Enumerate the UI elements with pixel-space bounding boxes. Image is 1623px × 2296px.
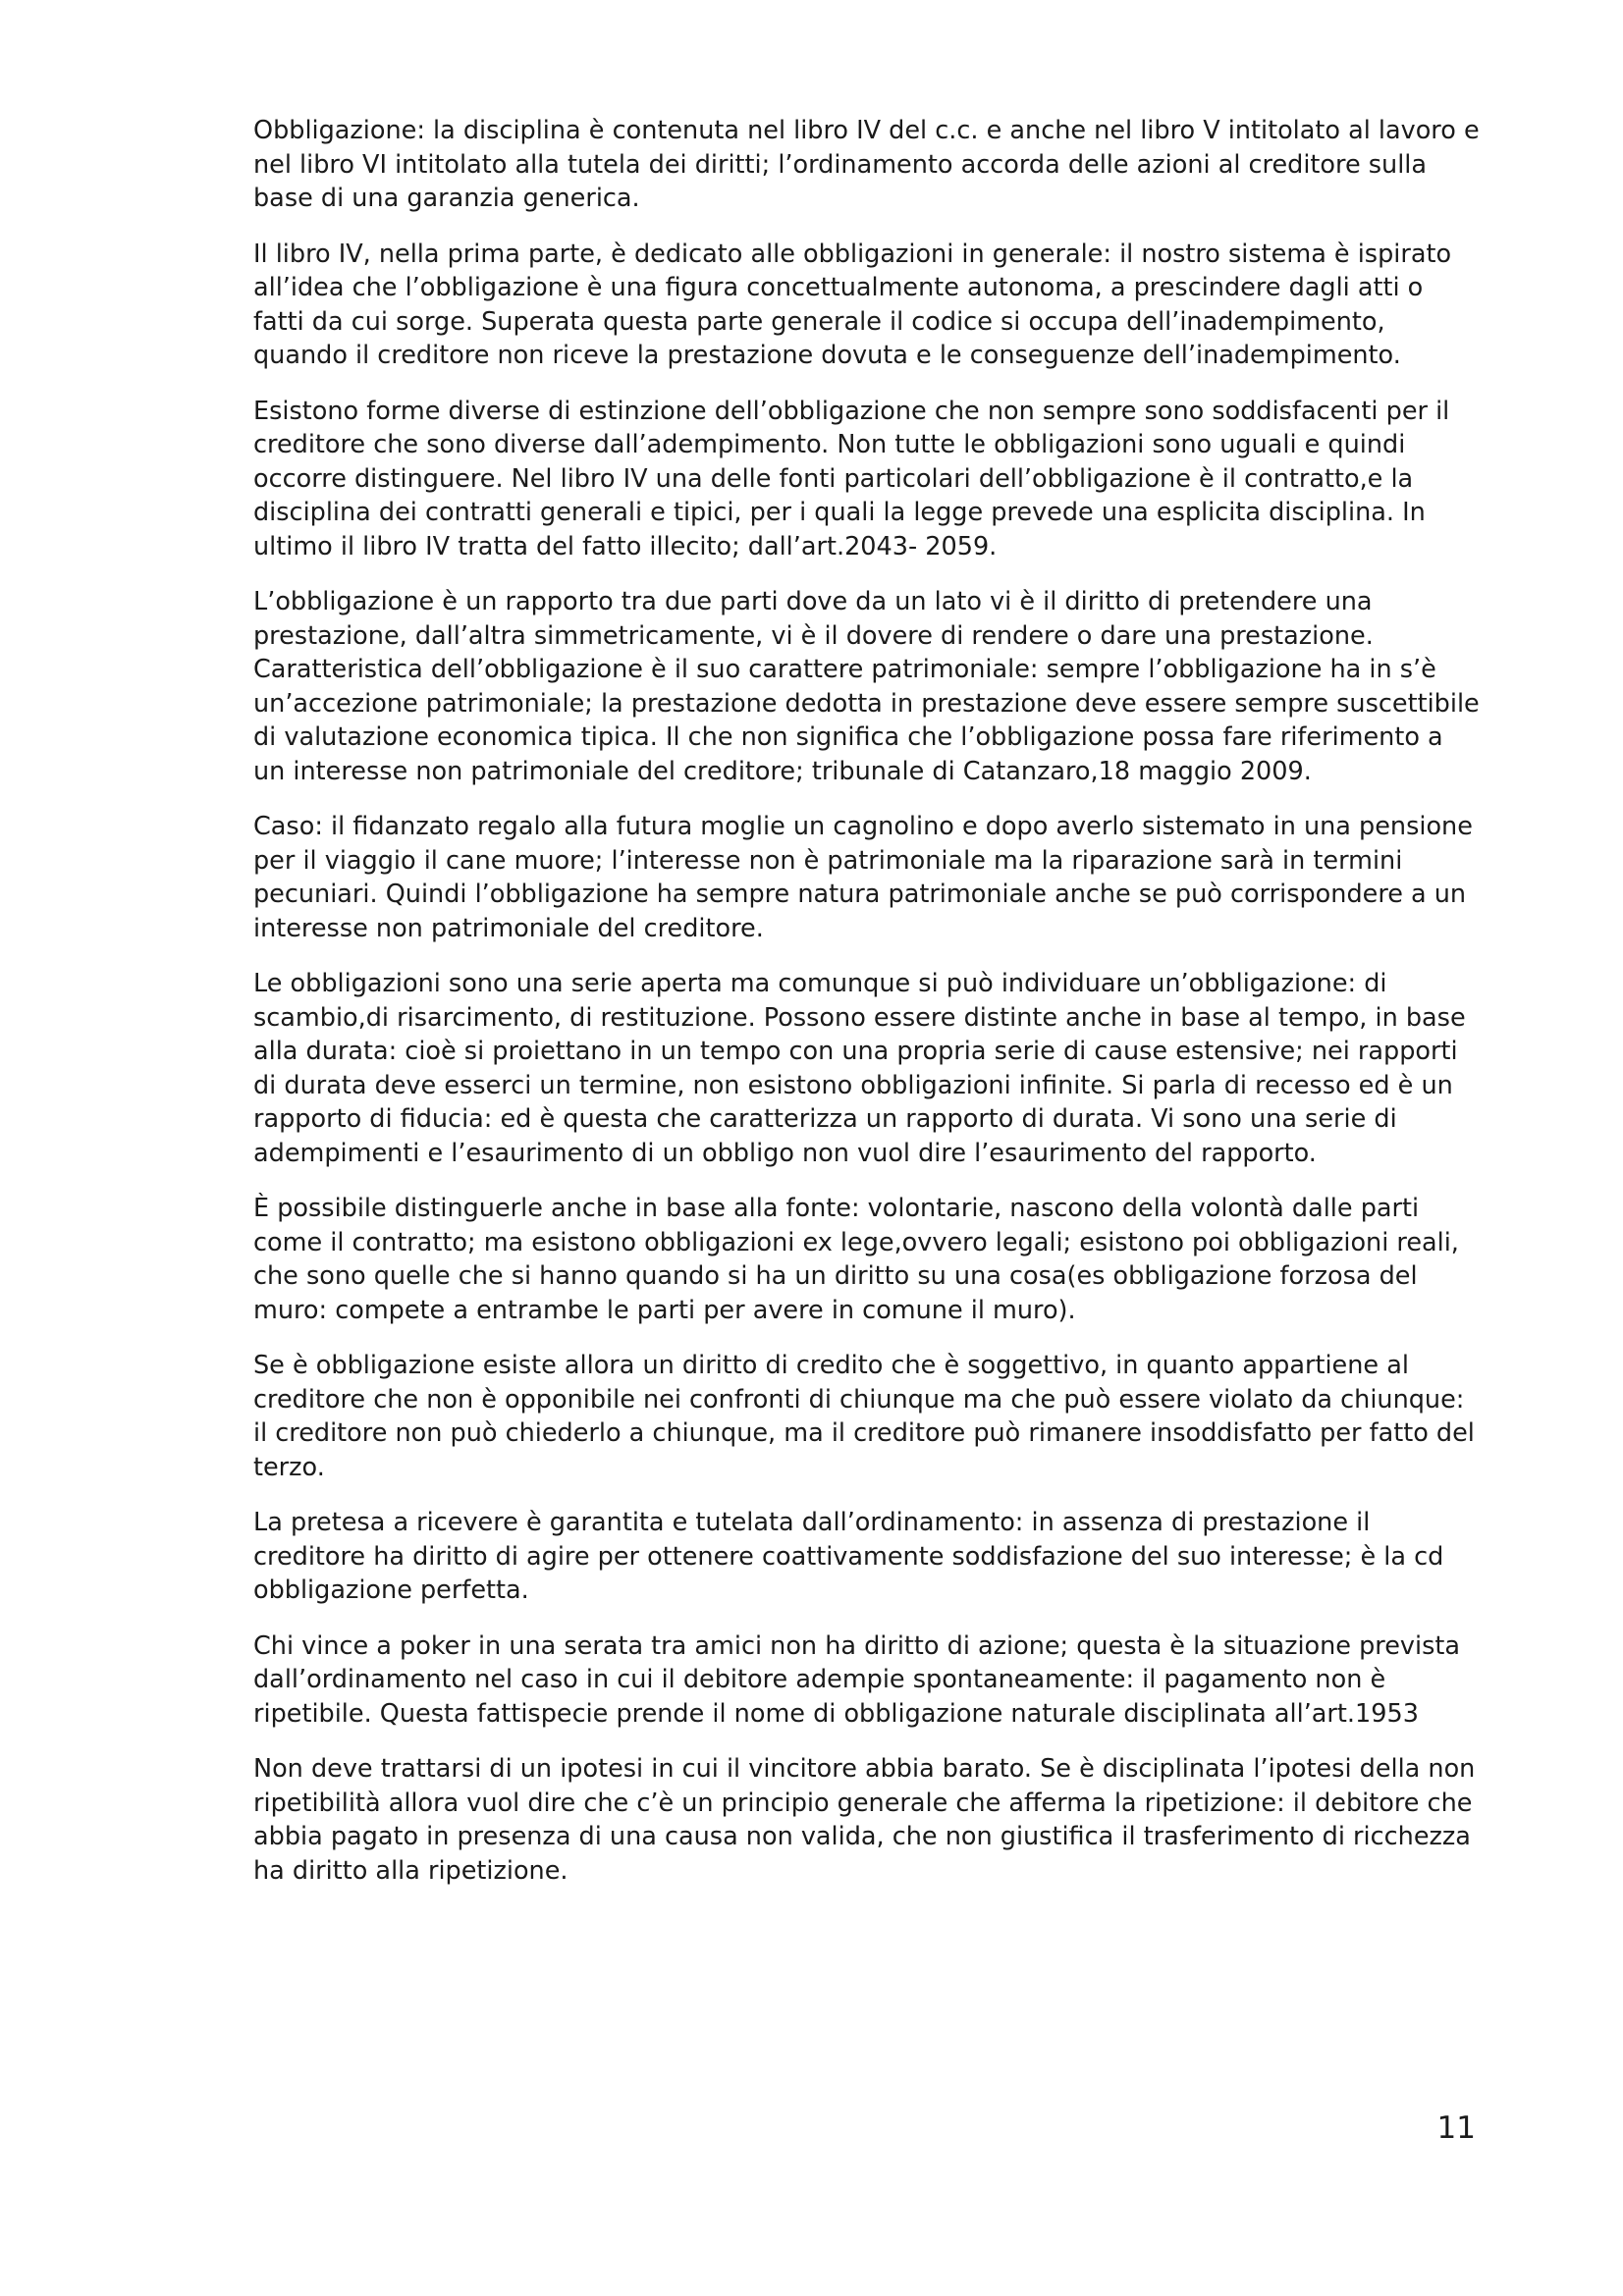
paragraph-obbligazione-naturale: Chi vince a poker in una serata tra amici non ha diritto di azione; questa è la situazione prevista dall’ordinamento nel caso in cui il debitore adempie spontaneamente: il pagamento non è ripetibile. Questa fattispecie prende il nome di obbligazione naturale disciplinata all’art.1953	[253, 1630, 1460, 1729]
paragraph-libro-iv: Il libro IV, nella prima parte, è dedicato alle obbligazioni in generale: il nostro sistema è ispirato all’idea che l’obbligazione è una figura concettualmente autonoma, a prescindere dagli atti o fatti da cui sorge. Superata questa parte generale il codice si occupa dell’inadempimento, quando il creditore non riceve la prestazione dovuta e le conseguenze dell’inadempimento.	[253, 239, 1452, 370]
paragraph-obbligazione-perfetta: La pretesa a ricevere è garantita e tutelata dall’ordinamento: in assenza di prestazione il creditore ha diritto di agire per ottenere coattivamente soddisfazione del suo interesse; è la cd obbligazione perfetta.	[253, 1508, 1444, 1605]
paragraph-rapporto-tra-parti: L’obbligazione è un rapporto tra due parti dove da un lato vi è il diritto di pretendere una prestazione, dall’altra simmetricamente, vi è il dovere di rendere o dare una prestazione. Caratteristica dell’obbligazione è il suo carattere patrimoniale: sempre l’obbligazione ha in s’è un’accezione patrimoniale; la prestazione dedotta in prestazione deve essere sempre suscettibile di valutazione economica tipica. Il che non significa che l’obbligazione possa fare riferimento a un interesse non patrimoniale del creditore; tribunale di Catanzaro,18 maggio 2009.	[253, 587, 1480, 786]
paragraph-obbligazione-disciplina: Obbligazione: la disciplina è contenuta nel libro IV del c.c. e anche nel libro V intitolato al lavoro e nel libro VI intitolato alla tutela dei diritti; l’ordinamento accorda delle azioni al creditore sulla base di una garanzia generica.	[253, 116, 1480, 213]
paragraph-estinzione: Esistono forme diverse di estinzione dell’obbligazione che non sempre sono soddisfacenti per il creditore che sono diverse dall’adempimento. Non tutte le obbligazioni sono uguali e quindi occorre distinguere. Nel libro IV una delle fonti particolari dell’obbligazione è il contratto,e la disciplina dei contratti generali e tipici, per i quali la legge prevede una esplicita disciplina. In ultimo il libro IV tratta del fatto illecito; dall’art.2043- 2059.	[253, 396, 1450, 561]
paragraph-serie-aperta: Le obbligazioni sono una serie aperta ma comunque si può individuare un’obbligazione: di scambio,di risarcimento, di restituzione. Possono essere distinte anche in base al tempo, in base alla durata: cioè si proiettano in un tempo con una propria serie di cause estensive; nei rapporti di durata deve esserci un termine, non esistono obbligazioni infinite. Si parla di recesso ed è un rapporto di fiducia: ed è questa che caratterizza un rapporto di durata. Vi sono una serie di adempimenti e l’esaurimento di un obbligo non vuol dire l’esaurimento del rapporto.	[253, 969, 1466, 1168]
page-number: 11	[1436, 2110, 1476, 2146]
body-text	[253, 114, 1481, 1909]
paragraph-diritto-di-credito: Se è obbligazione esiste allora un diritto di credito che è soggettivo, in quanto appartiene al creditore che non è opponibile nei confronti di chiunque ma che può essere violato da chiunque: il creditore non può chiederlo a chiunque, ma il creditore può rimanere insoddisfatto per fatto del terzo.	[253, 1351, 1475, 1482]
paragraph-ripetizione: Non deve trattarsi di un ipotesi in cui il vincitore abbia barato. Se è disciplinata l’ipotesi della non ripetibilità allora vuol dire che c’è un principio generale che afferma la ripetizione: il debitore che abbia pagato in presenza di una causa non valida, che non giustifica il trasferimento di ricchezza ha diritto alla ripetizione.	[253, 1754, 1476, 1886]
paragraph-caso-cagnolino: Caso: il fidanzato regalo alla futura moglie un cagnolino e dopo averlo sistemato in una pensione per il viaggio il cane muore; l’interesse non è patrimoniale ma la riparazione sarà in termini pecuniari. Quindi l’obbligazione ha sempre natura patrimoniale anche se può corrispondere a un interesse non patrimoniale del creditore.	[253, 812, 1473, 943]
paragraph-fonte: È possibile distinguerle anche in base alla fonte: volontarie, nascono della volontà dalle parti come il contratto; ma esistono obbligazioni ex lege,ovvero legali; esistono poi obbligazioni reali, che sono quelle che si hanno quando si ha un diritto su una cosa(es obbligazione forzosa del muro: compete a entrambe le parti per avere in comune il muro).	[253, 1194, 1459, 1325]
